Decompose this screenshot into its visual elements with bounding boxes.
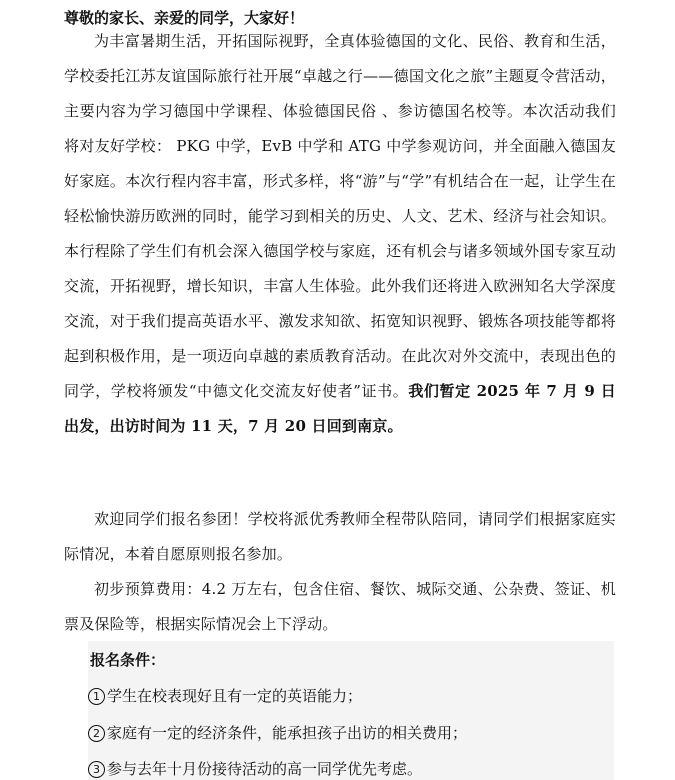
circled-number-badge: 3 [88,761,105,778]
condition-item [88,723,467,743]
circled-number-badge: 1 [88,688,105,705]
conditions-title: 报名条件： [90,651,166,669]
registration-conditions-box [88,641,614,780]
condition-text: 学生在校表现好且有一定的英语能力； [107,687,363,705]
condition-text: 参与去年十月份接待活动的高一同学优先考虑。 [107,760,423,778]
intro-text: 为丰富暑期生活，开拓国际视野，全真体验德国的文化、民俗、教育和生活，学校委托江苏友谊国际旅行社开展“卓越之行——德国文化之旅”主题夏令营活动，主要内容为学习德国中学课程、体验德国民俗 、参访德国名校等。本次活动我们将对友好学校： PKG 中学，EvB 中学和 ATG 中学参观访问，并全面融入德国友好家庭。本次行程内容丰富，形式多样，将“游”与“学”有机结合在一起，让学生在轻松愉快游历欧洲的同时，能学习到相关的历史、人文、艺术、经济与社会知识。本行程除了学生们有机会深入德国学校与家庭，还有机会与诸多领域外国专家互动交流，开拓视野，增长知识，丰富人生体验。此外我们还将进入欧洲知名大学深度交流，对于我们提高英语水平、激发求知欲、拓宽知识视野、锻炼各项技能等都将起到积极作用，是一项迈向卓越的素质教育活动。在此次对外交流中，表现出色的同学，学校将颁发“中德文化交流友好使者”证书。 [64,32,616,400]
intro-paragraph [64,24,616,444]
greeting-heading: 尊敬的家长、亲爱的同学，大家好！ [64,9,305,27]
departure-date-text: 我们暂定 2025 年 7 月 9 日出发，出访时间为 11 天，7 月 20 日回到南京。 [64,382,616,435]
circled-number-badge: 2 [88,725,105,742]
budget-paragraph: 初步预算费用：4.2 万左右，包含住宿、餐饮、城际交通、公杂费、签证、机票及保险等，根据实际情况会上下浮动。 [64,580,616,633]
condition-text: 家庭有一定的经济条件，能承担孩子出访的相关费用； [107,724,468,742]
welcome-paragraph: 欢迎同学们报名参团！学校将派优秀教师全程带队陪同，请同学们根据家庭实际情况，本着自愿原则报名参加。 [64,510,616,563]
condition-item [88,686,362,706]
condition-item [88,759,422,779]
